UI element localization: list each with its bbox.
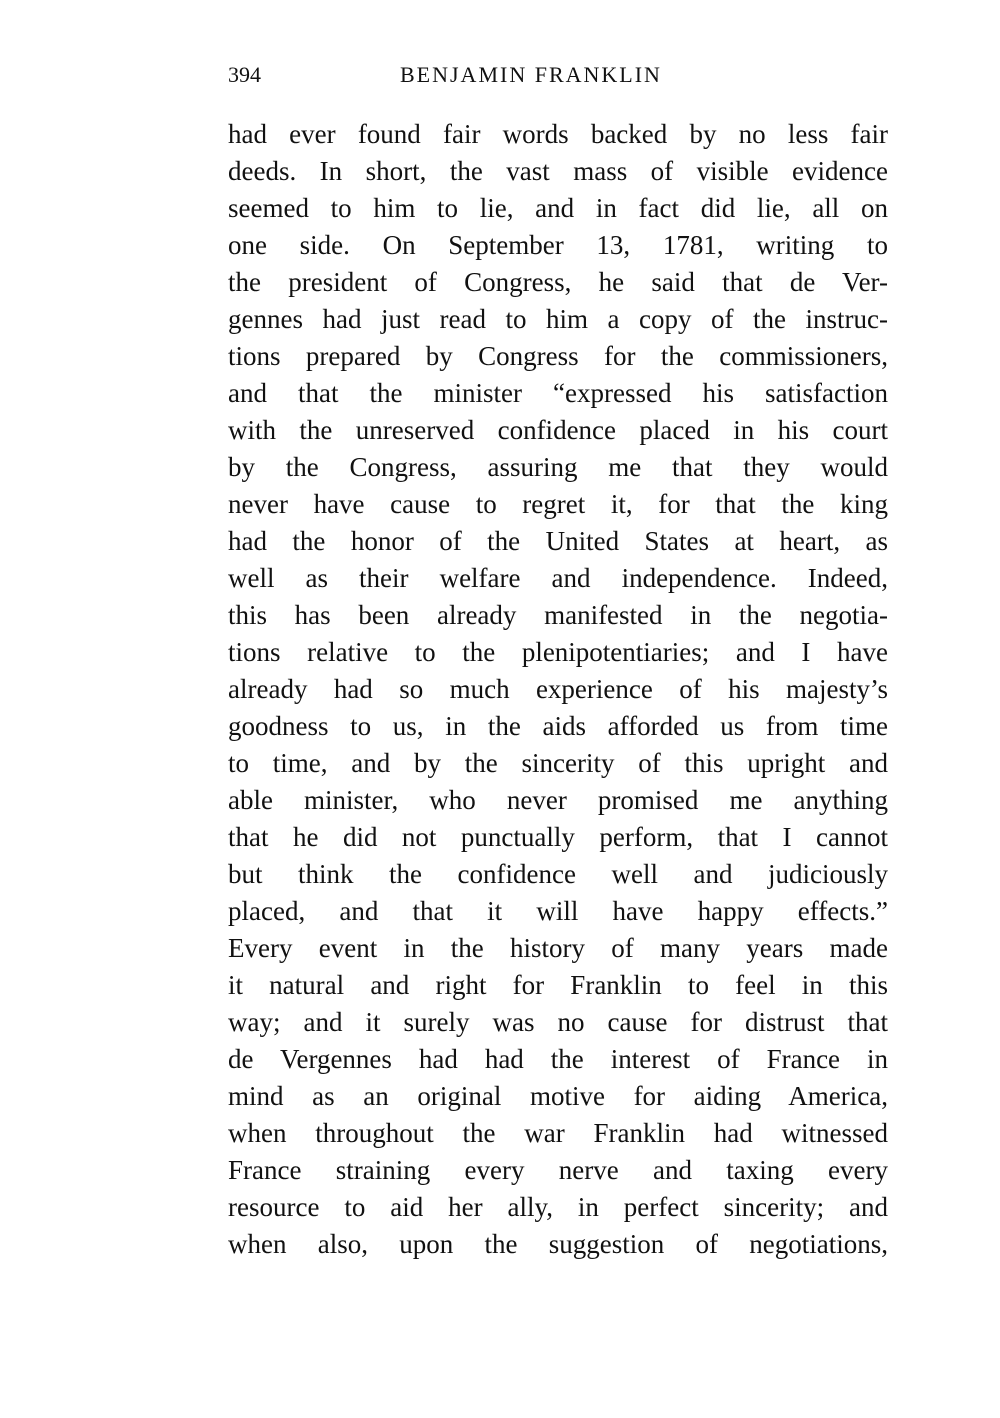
text-line-content: gennes had just read to him a copy of the instruc- bbox=[228, 304, 888, 334]
text-line-content: goodness to us, in the aids afforded us from time bbox=[228, 711, 888, 741]
text-line-content: with the unreserved confidence placed in his court bbox=[228, 415, 888, 445]
text-line-content: France straining every nerve and taxing every bbox=[228, 1155, 888, 1185]
text-line bbox=[228, 227, 888, 264]
text-line-content: mind as an original motive for aiding America, bbox=[228, 1081, 888, 1111]
text-line bbox=[228, 634, 888, 671]
text-line-content: it natural and right for Franklin to feel in this bbox=[228, 970, 888, 1000]
text-line-content: to time, and by the sincerity of this upright and bbox=[228, 748, 888, 778]
text-line bbox=[228, 782, 888, 819]
text-line-content: this has been already manifested in the negotia- bbox=[228, 600, 888, 630]
text-line bbox=[228, 153, 888, 190]
text-line-content: already had so much experience of his majesty’s bbox=[228, 674, 888, 704]
text-line-content: when also, upon the suggestion of negotiations, bbox=[228, 1229, 888, 1259]
text-line bbox=[228, 708, 888, 745]
text-line-content: tions prepared by Congress for the commissioners, bbox=[228, 341, 888, 371]
text-line-content: placed, and that it will have happy effects.” bbox=[228, 896, 888, 926]
text-line-content: de Vergennes had had the interest of France in bbox=[228, 1044, 888, 1074]
text-line bbox=[228, 1078, 888, 1115]
text-line-content: had the honor of the United States at heart, as bbox=[228, 526, 888, 556]
text-line bbox=[228, 264, 888, 301]
text-line-content: seemed to him to lie, and in fact did lie, all on bbox=[228, 193, 888, 223]
text-line bbox=[228, 893, 888, 930]
text-line bbox=[228, 856, 888, 893]
text-line-content: and that the minister “expressed his satisfaction bbox=[228, 378, 888, 408]
text-line bbox=[228, 190, 888, 227]
text-line bbox=[228, 597, 888, 634]
text-line-content: able minister, who never promised me anything bbox=[228, 785, 888, 815]
text-line bbox=[228, 930, 888, 967]
running-title: BENJAMIN FRANKLIN bbox=[400, 62, 662, 87]
text-line bbox=[228, 967, 888, 1004]
text-line bbox=[228, 301, 888, 338]
text-line-content: that he did not punctually perform, that I cannot bbox=[228, 822, 888, 852]
text-line-content: by the Congress, assuring me that they would bbox=[228, 452, 888, 482]
text-line-content: had ever found fair words backed by no less fair bbox=[228, 119, 888, 149]
text-line-content: well as their welfare and independence. Indeed, bbox=[228, 563, 888, 593]
text-line-content: the president of Congress, he said that de Ver- bbox=[228, 267, 888, 297]
text-line-content: but think the confidence well and judiciously bbox=[228, 859, 888, 889]
text-line bbox=[228, 116, 888, 153]
text-line-content: resource to aid her ally, in perfect sincerity; and bbox=[228, 1192, 888, 1222]
text-line bbox=[228, 671, 888, 708]
text-line bbox=[228, 1226, 888, 1263]
text-line bbox=[228, 375, 888, 412]
running-header bbox=[228, 62, 888, 94]
text-line bbox=[228, 1004, 888, 1041]
text-line bbox=[228, 1041, 888, 1078]
text-line bbox=[228, 338, 888, 375]
page-number: 394 bbox=[228, 62, 261, 87]
text-line bbox=[228, 819, 888, 856]
text-line bbox=[228, 523, 888, 560]
text-line bbox=[228, 560, 888, 597]
text-line-content: never have cause to regret it, for that the king bbox=[228, 489, 888, 519]
text-line-content: tions relative to the plenipotentiaries; and I have bbox=[228, 637, 888, 667]
text-line-content: way; and it surely was no cause for distrust that bbox=[228, 1007, 888, 1037]
text-line bbox=[228, 449, 888, 486]
text-line bbox=[228, 745, 888, 782]
text-line bbox=[228, 1115, 888, 1152]
body-text bbox=[228, 116, 888, 1263]
text-line-content: Every event in the history of many years made bbox=[228, 933, 888, 963]
text-line bbox=[228, 412, 888, 449]
text-line bbox=[228, 1189, 888, 1226]
text-line bbox=[228, 1152, 888, 1189]
text-line-content: one side. On September 13, 1781, writing to bbox=[228, 230, 888, 260]
text-line bbox=[228, 486, 888, 523]
text-line-content: deeds. In short, the vast mass of visible evidence bbox=[228, 156, 888, 186]
text-line-content: when throughout the war Franklin had witnessed bbox=[228, 1118, 888, 1148]
